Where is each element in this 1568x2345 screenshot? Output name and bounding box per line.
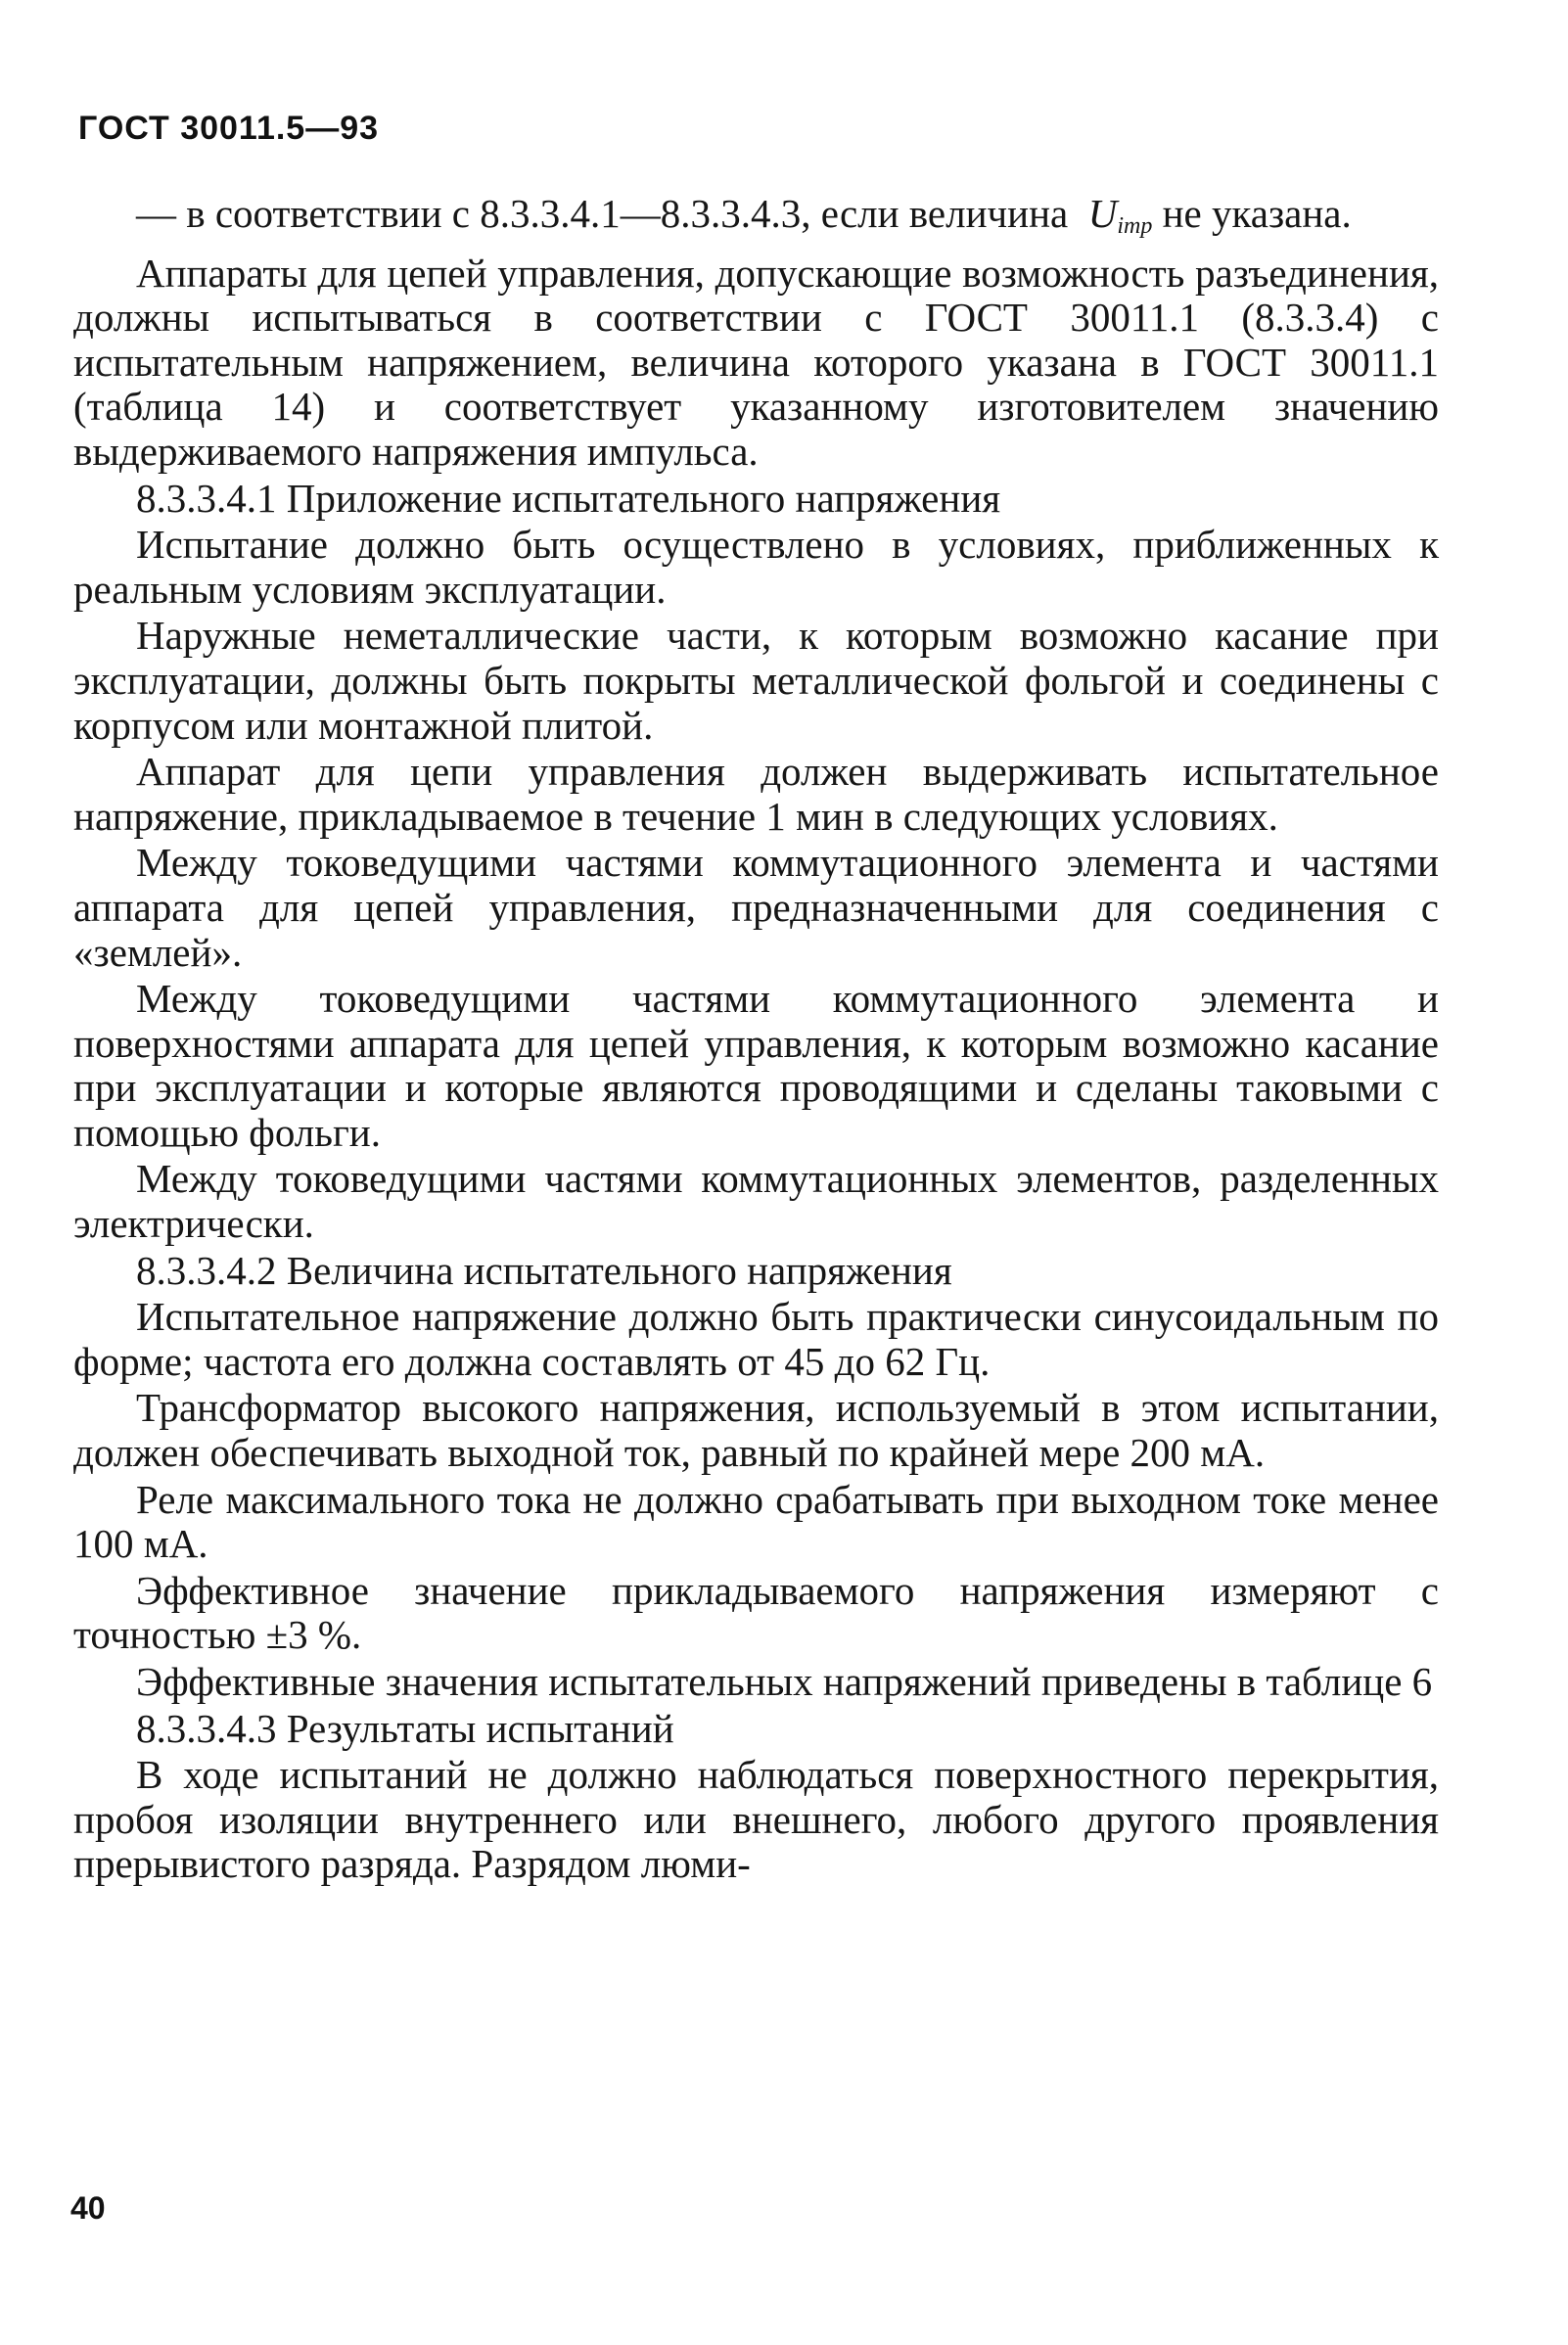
paragraph-table-reference: Эффективные значения испытательных напряжений приведены в таблице 6 <box>136 1659 1433 1704</box>
intro-tail: не указана. <box>1162 191 1352 236</box>
impulse-voltage-symbol-letter: U <box>1087 191 1118 236</box>
impulse-voltage-symbol-subscript: imp <box>1117 213 1153 239</box>
document-body <box>73 192 1439 1889</box>
paragraph-effective-value: Эффективное значение прикладываемого напряжения измеряют с точностью ±3 %. <box>73 1567 1439 1658</box>
impulse-voltage-symbol <box>1087 191 1153 239</box>
section-heading-8-3-3-4-3: 8.3.3.4.3 Результаты испытаний <box>136 1705 674 1751</box>
paragraph-relay: Реле максимального тока не должно срабатывать при выходном токе менее 100 мА. <box>73 1476 1439 1567</box>
paragraph-control-apparatus: Аппараты для цепей управления, допускающие возможность разъединения, должны испытываться в соответствии с ГОСТ 30011.1 (8.3.3.4) с испытательным напряжением, величина которого указана в ГОСТ 30011.1 (таблица 14) и соответствует указанному изготовителем значению выдерживаемого напряжения импульса. <box>73 250 1439 474</box>
paragraph-foil-covering: Наружные неметаллические части, к которым возможно касание при эксплуатации, должны быть покрыты металлической фольгой и соединены с корпусом или монтажной плитой. <box>73 613 1439 748</box>
page-number: 40 <box>70 2190 106 2226</box>
intro-text: — в соответствии с 8.3.3.4.1—8.3.3.4.3, если величина <box>136 191 1069 236</box>
document-header: ГОСТ 30011.5—93 <box>78 110 380 147</box>
intro-paragraph <box>73 192 1439 250</box>
paragraph-test-conditions: Испытание должно быть осуществлено в условиях, приближенных к реальным условиям эксплуатации. <box>73 522 1439 612</box>
section-heading-8-3-3-4-2: 8.3.3.4.2 Величина испытательного напряжения <box>136 1247 952 1293</box>
paragraph-condition-surfaces: Между токоведущими частями коммутационного элемента и поверхностями аппарата для цепей управления, к которым возможно касание при эксплуатации и которые являются проводящими и сделаны таковыми с помощью фольги. <box>73 976 1439 1155</box>
paragraph-condition-ground: Между токоведущими частями коммутационного элемента и частями аппарата для цепей управления, предназначенными для соединения с «землей». <box>73 840 1439 975</box>
paragraph-sinusoidal: Испытательное напряжение должно быть практически синусоидальным по форме; частота его должна составлять от 45 до 62 Гц. <box>73 1294 1439 1384</box>
paragraph-withstand-voltage: Аппарат для цепи управления должен выдерживать испытательное напряжение, прикладываемое в течение 1 мин в следующих условиях. <box>73 749 1439 839</box>
paragraph-condition-separated: Между токоведущими частями коммутационных элементов, разделенных электрически. <box>73 1156 1439 1247</box>
section-heading-8-3-3-4-1: 8.3.3.4.1 Приложение испытательного напряжения <box>136 475 1001 521</box>
paragraph-results: В ходе испытаний не должно наблюдаться поверхностного перекрытия, пробоя изоляции внутреннего или внешнего, любого другого проявления прерывистого разряда. Разрядом люми- <box>73 1752 1439 1887</box>
paragraph-transformer: Трансформатор высокого напряжения, используемый в этом испытании, должен обеспечивать выходной ток, равный по крайней мере 200 мА. <box>73 1385 1439 1476</box>
